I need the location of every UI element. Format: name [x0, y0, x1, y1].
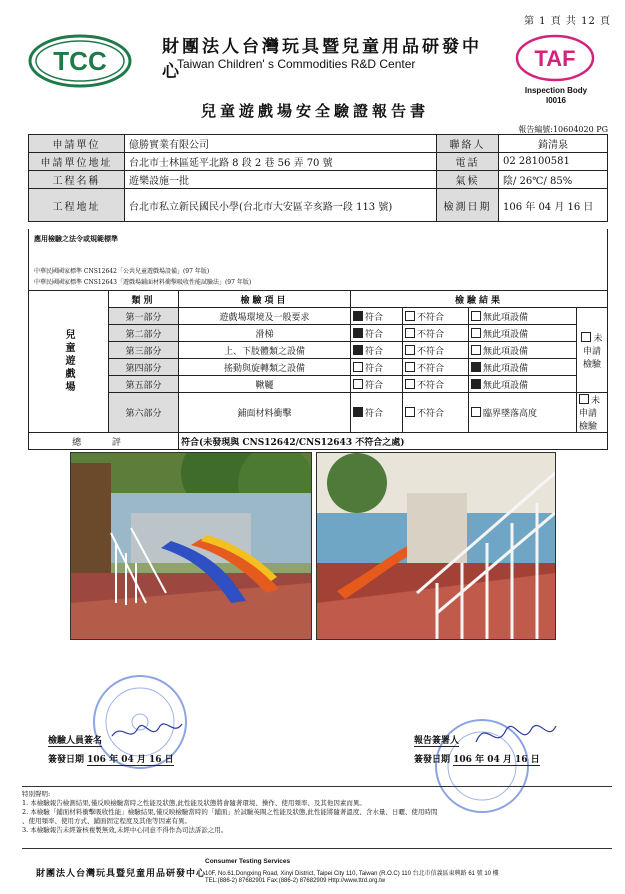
- standards-heading: 應用檢驗之法令或規範標準: [34, 234, 118, 243]
- item-label: 滑梯: [179, 325, 351, 342]
- taf-caption-line2: I0016: [545, 96, 567, 105]
- inspector-signature: [108, 714, 188, 750]
- note-3: 3. 本檢驗報告未經簽核複製無效,未經中心同意不得作為司法訴訟之用。: [22, 826, 228, 834]
- taf-caption: [512, 86, 600, 106]
- col-category: 類別: [109, 291, 179, 308]
- fall-height-checkbox: [471, 407, 481, 417]
- address-value: 台北市士林區延平北路 8 段 2 巷 56 弄 70 號: [125, 153, 437, 171]
- pass-label: 符合: [365, 312, 384, 323]
- col-result: 檢驗結果: [351, 291, 608, 308]
- report-title: 兒童遊戲場安全驗證報告書: [200, 102, 429, 120]
- reporter-date-row: [414, 752, 540, 766]
- table-row: [29, 325, 608, 342]
- footer-org-zh: 財團法人台灣玩具暨兒童用品研發中心: [36, 869, 207, 879]
- fall-height-label: 臨界墜落高度: [483, 409, 538, 419]
- fail-checkbox: [405, 328, 415, 338]
- overall-label: 總 評: [29, 433, 179, 450]
- fail-checkbox: [405, 345, 415, 355]
- project-value: 遊樂設施一批: [125, 171, 437, 189]
- tcc-logo: [28, 34, 132, 88]
- na-label: 無此項設備: [483, 380, 529, 391]
- na-checkbox: [471, 311, 481, 321]
- na-label: 無此項設備: [483, 363, 529, 374]
- playground-photo-2: [316, 452, 556, 640]
- note-2b: 、使用頻率、使用方式、鋪面固定程度及其他等因素有異。: [22, 817, 191, 825]
- inspector-date: 106 年 04 月 16 日: [87, 752, 174, 766]
- pass-checkbox: [353, 328, 363, 338]
- reporter-label: 報告簽署人: [414, 733, 459, 747]
- fail-label: 不符合: [417, 409, 445, 419]
- org-name-zh: 財團法人台灣玩具暨兒童用品研發中心: [162, 37, 482, 82]
- taf-logo-text: TAF: [534, 46, 576, 71]
- pass-label: 符合: [365, 380, 384, 391]
- item-label: 鞦韆: [179, 376, 351, 393]
- fail-checkbox: [405, 362, 415, 372]
- fail-label: 不符合: [417, 363, 445, 374]
- part-label: 第三部分: [109, 342, 179, 359]
- applicant-value: 億勝實業有限公司: [125, 135, 437, 153]
- date-label: 檢測日期: [437, 189, 499, 222]
- na-label: 無此項設備: [483, 346, 529, 357]
- project-label: 工程名稱: [29, 171, 125, 189]
- footer-contact: TEL:(886-2) 87682901 Fax:(886-2) 87682909 Http://www.ttrd.org.tw: [205, 878, 386, 884]
- part-label: 第五部分: [109, 376, 179, 393]
- special-notes: [22, 786, 612, 835]
- part-label: 第二部分: [109, 325, 179, 342]
- reporter-signature-label: [414, 733, 459, 747]
- pass-label: 符合: [365, 409, 384, 419]
- pass-label: 符合: [365, 363, 384, 374]
- na-checkbox: [471, 362, 481, 372]
- fail-label: 不符合: [417, 312, 445, 323]
- footer-service: Consumer Testing Services: [205, 858, 291, 865]
- inspection-results-table: [28, 290, 608, 450]
- org-name-en: Taiwan Children' s Commodities R&D Center: [177, 57, 416, 71]
- table-row: [29, 342, 608, 359]
- fail-checkbox: [405, 311, 415, 321]
- overall-row: [29, 433, 608, 450]
- fail-label: 不符合: [417, 380, 445, 391]
- fail-checkbox: [405, 379, 415, 389]
- inspector-date-row: [48, 752, 174, 766]
- footer-address: 10F, No.61,Dongxing Road, Xinyi District, Taipei City 110, Taiwan (R.O.C) 110 台北市信義區東興路 61 號 10 樓: [205, 871, 499, 877]
- part-label: 第一部分: [109, 308, 179, 325]
- pass-checkbox: [353, 379, 363, 389]
- overall-value: 符合(未發現與 CNS12642/CNS12643 不符合之處): [179, 433, 608, 450]
- table-row: [29, 376, 608, 393]
- site-value: 台北市私立新民國民小學(台北市大安區辛亥路一段 113 號): [125, 189, 437, 222]
- item-label: 上、下肢體類之設備: [179, 342, 351, 359]
- address-label: 申請單位地址: [29, 153, 125, 171]
- contact-value: 錡清泉: [499, 135, 608, 153]
- reporter-date-label: 簽發日期: [414, 755, 451, 765]
- standard-line-2: 中華民國國家標準 CNS12643「遊戲場鋪面材料衝擊吸收性能試驗法」(97 年版): [34, 279, 252, 286]
- not-applied-label: 未申請檢驗: [579, 396, 601, 432]
- report-number: 報告編號:10604020 PG: [518, 125, 608, 134]
- item-label: 鋪面材料衝擊: [179, 393, 351, 433]
- taf-logo: [515, 34, 595, 82]
- reporter-date: 106 年 04 月 16 日: [453, 752, 540, 766]
- notes-heading: 特別聲明:: [22, 790, 51, 798]
- na-label: 無此項設備: [483, 312, 529, 323]
- contact-label: 聯絡人: [437, 135, 499, 153]
- na-label: 無此項設備: [483, 329, 529, 340]
- fail-checkbox: [405, 407, 415, 417]
- note-2: 2. 本檢驗「鋪面材料衝擊吸收性能」檢驗結果,僅反映檢驗當時的「鋪面」於試驗英閘之性能及狀態,此性能將隨著溫度、含水量、日曬、使用時間: [22, 808, 438, 816]
- not-applied-checkbox: [581, 332, 591, 342]
- pass-label: 符合: [365, 329, 384, 340]
- weather-label: 氣候: [437, 171, 499, 189]
- fail-label: 不符合: [417, 329, 445, 340]
- not-applied-checkbox: [579, 394, 589, 404]
- weather-value: 陰/ 26℃/ 85%: [499, 171, 608, 189]
- footer-divider: [22, 848, 612, 849]
- page-number: 第 1 頁 共 12 頁: [524, 16, 611, 27]
- na-checkbox: [471, 379, 481, 389]
- pass-checkbox: [353, 362, 363, 372]
- col-item: 檢驗項目: [179, 291, 351, 308]
- taf-caption-line1: Inspection Body: [524, 86, 588, 95]
- na-checkbox: [471, 328, 481, 338]
- table-row: [29, 393, 608, 433]
- inspector-label: 檢驗人員簽名: [48, 733, 102, 747]
- inspector-signature-label: [48, 733, 102, 747]
- applicant-info-table: [28, 134, 608, 222]
- inspector-date-label: 簽發日期: [48, 755, 85, 765]
- phone-value: 02 28100581: [499, 153, 608, 171]
- not-applied-label: 未申請檢驗: [582, 333, 603, 370]
- na-checkbox: [471, 345, 481, 355]
- note-1: 1. 本檢驗報告檢測結果,僅反映檢驗當時之性能及狀態,此性能及狀態將會隨著環境、操作、使用頻率、及其他因素而異。: [22, 799, 366, 807]
- part-label: 第六部分: [109, 393, 179, 433]
- pass-checkbox: [353, 311, 363, 321]
- date-value: 106 年 04 月 16 日: [499, 189, 608, 222]
- site-label: 工程地址: [29, 189, 125, 222]
- pass-checkbox: [353, 407, 363, 417]
- item-label: 遊戲場環境及一般要求: [179, 308, 351, 325]
- results-side-label: 兒童遊戲場: [29, 291, 109, 433]
- standard-line-1: 中華民國國家標準 CNS12642「公共兒童遊戲場設備」(97 年版): [34, 268, 210, 275]
- item-label: 搖動與旋轉類之設備: [179, 359, 351, 376]
- pass-label: 符合: [365, 346, 384, 357]
- table-row: [29, 308, 608, 325]
- fail-label: 不符合: [417, 346, 445, 357]
- phone-label: 電話: [437, 153, 499, 171]
- part-label: 第四部分: [109, 359, 179, 376]
- playground-photo-1: [70, 452, 312, 640]
- applicant-label: 申請單位: [29, 135, 125, 153]
- tcc-logo-text: TCC: [53, 46, 107, 76]
- pass-checkbox: [353, 345, 363, 355]
- table-row: [29, 359, 608, 376]
